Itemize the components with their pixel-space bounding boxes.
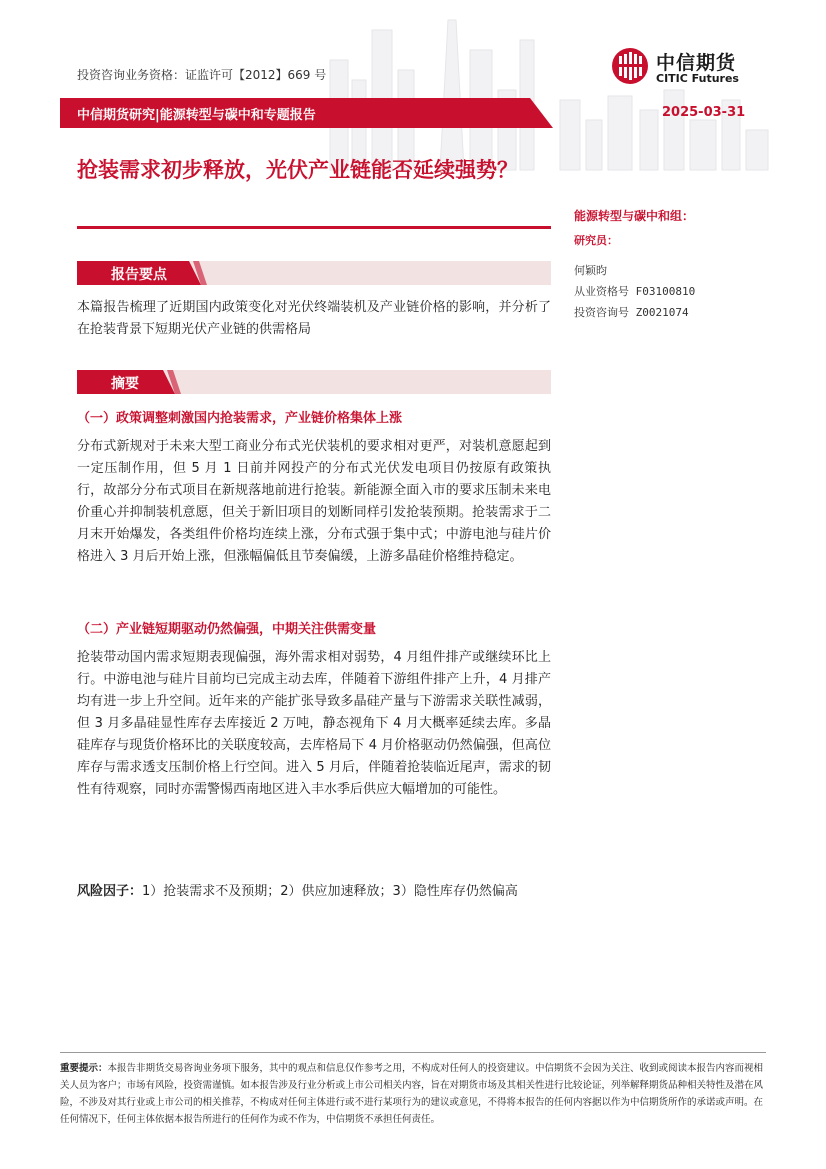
citic-futures-logo <box>610 46 760 90</box>
section-2-heading: （二）产业链短期驱动仍然偏强，中期关注供需变量 <box>77 622 377 637</box>
risk-factors <box>77 880 551 904</box>
report-title: 抢装需求初步释放，光伏产业链能否延续强势？ <box>77 158 518 182</box>
key-points-text: 本篇报告梳理了近期国内政策变化对光伏终端装机及产业链价格的影响，并分析了在抢装背景下短期光伏产业链的供需格局 <box>77 300 551 337</box>
section-2-text: 抢装带动国内需求短期表现偏强，海外需求相对弱势，4 月组件排产或继续环比上行。中游电池与硅片目前均已完成主动去库，伴随着下游组件排产上升，4 月排产均有进一步上升空间。近年来的产能扩张导致多晶硅产量与下游需求关联性减弱，但 3 月多晶硅显性库存去库接近 2 万吨，静态视角下 4 月大概率延续去库。多晶硅库存与现货价格环比的关联度较高，去库格局下 4 月价格驱动仍然偏强，但高位库存与需求透支压制价格上行空间。进入 5 月后，伴随着抢装临近尾声，需求的韧性有待观察，同时亦需警惕西南地区进入丰水季后供应大幅增加的可能性。 <box>77 650 551 797</box>
report-date: 2025-03-31 <box>662 105 746 120</box>
researcher-label: 研究员： <box>574 234 618 247</box>
disclaimer-divider <box>60 1052 766 1053</box>
qualification-number: 从业资格号 F03100810 <box>574 285 696 298</box>
disclaimer <box>60 1060 766 1128</box>
summary-header <box>77 370 551 394</box>
key-points-header <box>77 261 551 285</box>
license-text: 投资咨询业务资格：证监许可【2012】669 号 <box>77 68 327 82</box>
risk-label: 风险因子： <box>77 884 143 899</box>
logo-chinese-name: 中信期货 <box>656 52 737 74</box>
summary-heading: 摘要 <box>111 376 139 392</box>
disclaimer-text: 本报告非期货交易咨询业务项下服务，其中的观点和信息仅作参考之用，不构成对任何人的投资建议。中信期货不会因为关注、收到或阅读本报告内容而视相关人员为客户；市场有风险，投资需谨慎。如本报告涉及行业分析或上市公司相关内容，旨在对期货市场及其相关性进行比较论证，列举解释期货品种相关特性及潜在风险，不涉及对其行业或上市公司的相关推荐，不构成对任何主体进行或不进行某项行为的建议或意见，不得将本报告的任何内容据以作为中信期货所作的承诺或声明。在任何情况下，任何主体依据本报告所进行的任何作为或不作为，中信期货不承担任何责任。 <box>60 1063 764 1125</box>
citic-logo-icon <box>610 46 650 86</box>
report-series: 中信期货研究|能源转型与碳中和专题报告 <box>77 108 316 123</box>
disclaimer-label: 重要提示： <box>60 1063 108 1074</box>
section-1-text: 分布式新规对于未来大型工商业分布式光伏装机的要求相对更严，对装机意愿起到一定压制作用，但 5 月 1 日前并网投产的分布式光伏发电项目仍按原有政策执行，故部分分布式项目在新规落地前进行抢装。新能源全面入市的要求压制未来电价重心并抑制装机意愿，但关于新旧项目的划断同样引发抢装预期。抢装需求于二月末开始爆发，各类组件价格均连续上涨，分布式强于集中式；中游电池与硅片价格进入 3 月后开始上涨，但涨幅偏低且节奏偏缓，上游多晶硅价格维持稳定。 <box>77 439 551 564</box>
key-points-heading: 报告要点 <box>111 267 167 283</box>
title-divider <box>77 226 551 229</box>
research-group: 能源转型与碳中和组： <box>574 209 695 223</box>
consulting-number: 投资咨询号 Z0021074 <box>574 306 689 319</box>
section-1-heading: （一）政策调整刺激国内抢装需求，产业链价格集体上涨 <box>77 411 403 426</box>
logo-english-name: CITIC Futures <box>656 72 739 85</box>
risk-text: 1）抢装需求不及预期；2）供应加速释放；3）隐性库存仍然偏高 <box>142 884 518 899</box>
researcher-name: 何颖昀 <box>574 264 607 277</box>
